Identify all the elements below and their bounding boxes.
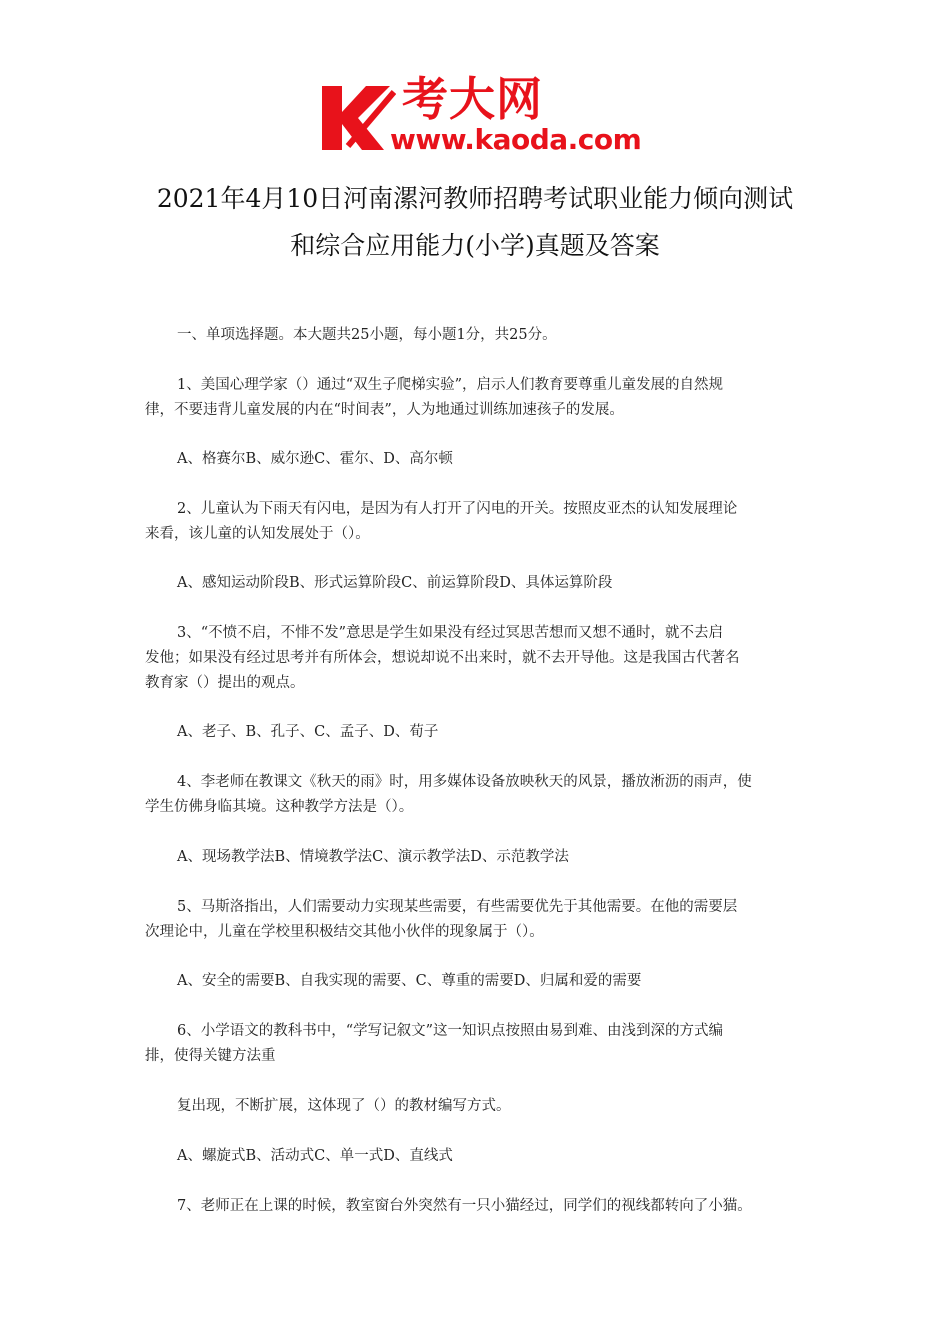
q3-stem-line-1: 3、“不愤不启，不悱不发”意思是学生如果没有经过冥思苦想而又想不通时，就不去启 [177, 625, 724, 641]
q1-options: A、格赛尔B、威尔逊C、霍尔、D、高尔顿 [177, 451, 453, 467]
q6-stem-line-1: 6、小学语文的教科书中，“学写记叙文”这一知识点按照由易到难、由浅到深的方式编 [177, 1023, 724, 1039]
q1-stem-line-2: 律，不要违背儿童发展的内在“时间表”，人为地通过训练加速孩子的发展。 [145, 402, 624, 418]
q2-options: A、感知运动阶段B、形式运算阶段C、前运算阶段D、具体运算阶段 [177, 575, 613, 591]
q4-stem-line-1: 4、李老师在教课文《秋天的雨》时，用多媒体设备放映秋天的风景，播放淅沥的雨声，使 [177, 774, 752, 790]
q3-stem-line-3: 教育家（）提出的观点。 [145, 675, 305, 691]
logo-url-text: www.kaoda.com [390, 123, 642, 156]
q2-stem-line-2: 来看，该儿童的认知发展处于（）。 [145, 526, 370, 542]
q5-stem-line-2: 次理论中，儿童在学校里积极结交其他小伙伴的现象属于（）。 [145, 924, 544, 940]
q6-options: A、螺旋式B、活动式C、单一式D、直线式 [177, 1148, 453, 1164]
doc-title-line-2: 和综合应用能力(小学)真题及答案 [290, 231, 660, 260]
q4-options: A、现场教学法B、情境教学法C、演示教学法D、示范教学法 [177, 849, 569, 865]
section-heading: 一、单项选择题。本大题共25小题，每小题1分，共25分。 [177, 327, 557, 343]
kaoda-logo [316, 72, 642, 158]
q3-options: A、老子、B、孔子、C、孟子、D、荀子 [177, 724, 439, 740]
q7-stem-line-1: 7、老师正在上课的时候，教室窗台外突然有一只小猫经过，同学们的视线都转向了小猫。 [177, 1198, 752, 1214]
q5-stem-line-1: 5、马斯洛指出，人们需要动力实现某些需要，有些需要优先于其他需要。在他的需要层 [177, 899, 738, 915]
q6-stem-line-2: 排，使得关键方法重 [145, 1048, 276, 1064]
kaoda-k-logo-icon [318, 82, 396, 154]
doc-title-line-1: 2021年4月10日河南漯河教师招聘考试职业能力倾向测试 [156, 184, 794, 213]
q3-stem-line-2: 发他；如果没有经过思考并有所体会，想说却说不出来时，就不去开导他。这是我国古代著名 [145, 650, 740, 666]
q5-options: A、安全的需要B、自我实现的需要、C、尊重的需要D、归属和爱的需要 [177, 973, 642, 989]
q4-stem-line-2: 学生仿佛身临其境。这种教学方法是（）。 [145, 799, 414, 815]
q1-stem-line-1: 1、美国心理学家（）通过“双生子爬梯实验”，启示人们教育要尊重儿童发展的自然规 [177, 377, 724, 393]
q2-stem-line-1: 2、儿童认为下雨天有闪电，是因为有人打开了闪电的开关。按照皮亚杰的认知发展理论 [177, 501, 738, 517]
q6-stem-continued: 复出现，不断扩展，这体现了（）的教材编写方式。 [177, 1098, 511, 1114]
logo-chinese-text: 考大网 [402, 72, 543, 126]
